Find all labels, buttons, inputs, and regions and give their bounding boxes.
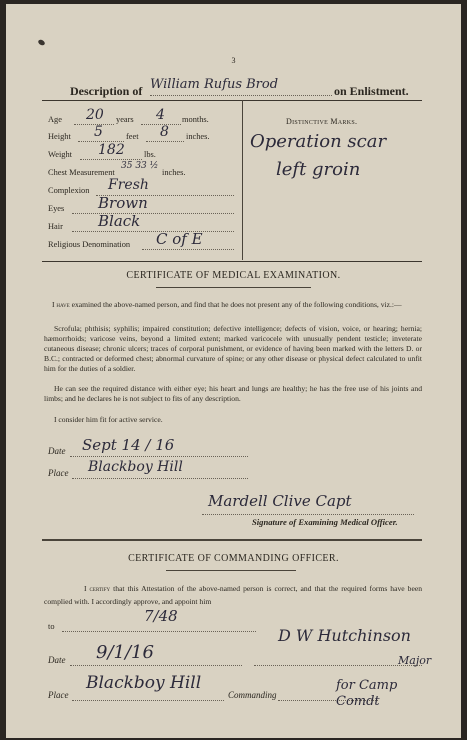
- commanding-place-value: Blackboy Hill: [86, 673, 202, 693]
- complexion-label: Complexion: [48, 186, 90, 195]
- age-years: 20: [86, 107, 104, 123]
- medical-heading: CERTIFICATE OF MEDICAL EXAMINATION.: [126, 270, 341, 281]
- commanding-place-label: Place: [48, 690, 69, 700]
- commanding-date-label: Date: [48, 655, 66, 665]
- weight-value: 182: [98, 142, 125, 158]
- medical-para-2: Scrofula; phthisis; syphilis; impaired constitution; defective intelligence; defects of vision, voice, or hearing; hernia; hæmorrhoids; varicose veins, beyond a limited extent; marked varicocele with unusually pendent testicle; inveterate cutaneous disease; chronic ulcers; traces of corporal punishment, or evidence of having been marked with the letters D. or B.C.; contracted or deformed chest; abnormal curvature of spine; or any other disease or physical defect calculated to unfit him for the duties of a soldier.: [44, 324, 422, 373]
- years-label: years: [116, 115, 134, 124]
- commanding-heading-rule: [166, 570, 296, 571]
- commanding-value: for Camp Comdt: [336, 678, 398, 709]
- chest-value: 35 33 ½: [121, 161, 159, 171]
- marks-line-2: left groin: [276, 159, 361, 180]
- height-feet: 5: [94, 124, 103, 140]
- commanding-heading: CERTIFICATE OF COMMANDING OFFICER.: [128, 553, 339, 564]
- medical-para-1-text: examined the above-named person, and find that he does not present any of the following conditions, viz.:—: [71, 300, 402, 309]
- commanding-officer-signature: D W Hutchinson: [278, 626, 411, 645]
- chest-label: Chest Measurement: [48, 168, 115, 177]
- medical-signature-caption: Signature of Examining Medical Officer.: [252, 517, 398, 527]
- medical-date-value: Sept 14 / 16: [82, 436, 175, 454]
- description-heading: [70, 79, 410, 99]
- feet-label: feet: [126, 132, 139, 141]
- height-inches: 8: [160, 124, 169, 140]
- commanding-para-text: that this Attestation of the above-named person is correct, and that the required forms have been complied with. I accordingly approve, and appoint him: [44, 584, 423, 606]
- medical-date-label: Date: [48, 446, 66, 456]
- page-number: 3: [231, 56, 236, 65]
- chest-unit: inches.: [162, 168, 186, 177]
- description-prefix: Description of: [70, 84, 143, 98]
- soldier-name: William Rufus Brod: [150, 77, 279, 92]
- hair-value: Black: [98, 212, 141, 230]
- medical-para-3: He can see the required distance with either eye; his heart and lungs are healthy; he has the free use of his joints and limbs; and he declares he is not subject to fits of any description.: [44, 384, 422, 403]
- height-label: Height: [48, 132, 71, 141]
- commanding-to-value: 7/48: [144, 607, 178, 625]
- religion-label: Religious Denomination: [48, 240, 131, 249]
- section-divider: [42, 539, 422, 541]
- commanding-label: Commanding: [228, 690, 277, 700]
- months-label: months.: [182, 115, 209, 124]
- commanding-officer-rank: Major: [398, 654, 432, 667]
- eyes-value: Brown: [98, 194, 148, 212]
- medical-place-value: Blackboy Hill: [88, 459, 183, 475]
- box-divider: [242, 100, 243, 260]
- description-suffix: on Enlistment.: [334, 84, 409, 98]
- age-months: 4: [156, 107, 165, 123]
- inches-label: inches.: [186, 132, 210, 141]
- commanding-to-label: to: [48, 622, 55, 631]
- medical-para-4: I consider him fit for active service.: [54, 415, 163, 424]
- medical-para-1-lead: I have: [52, 300, 70, 309]
- medical-officer-signature: Mardell Clive Capt: [208, 492, 352, 510]
- distinctive-marks-heading: Distinctive Marks.: [286, 117, 358, 126]
- complexion-value: Fresh: [108, 177, 149, 193]
- commanding-para-lead: I certify: [84, 584, 111, 593]
- marks-line-1: Operation scar: [250, 131, 387, 152]
- eyes-label: Eyes: [48, 204, 65, 213]
- hair-label: Hair: [48, 222, 63, 231]
- commanding-date-value: 9/1/16: [96, 642, 154, 663]
- attestation-page: [6, 4, 461, 738]
- religion-value: C of E: [156, 230, 203, 248]
- lbs-label: lbs.: [144, 150, 156, 159]
- medical-heading-rule: [156, 287, 311, 288]
- punch-hole: [37, 39, 46, 47]
- age-label: Age: [48, 115, 62, 124]
- medical-para-1: [44, 300, 422, 310]
- weight-label: Weight: [48, 150, 72, 159]
- medical-place-label: Place: [48, 468, 69, 478]
- commanding-para: [44, 582, 422, 608]
